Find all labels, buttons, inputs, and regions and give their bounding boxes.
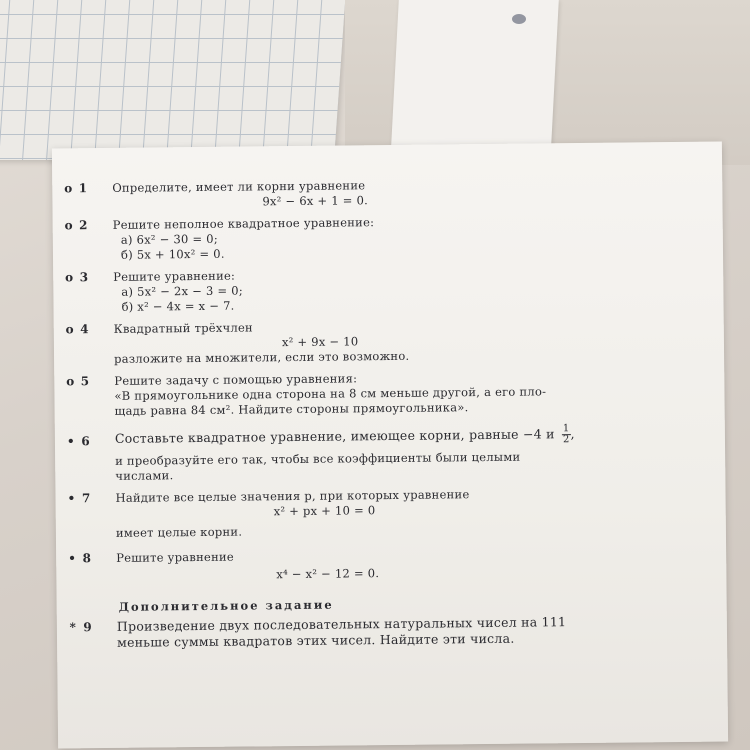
subtask-a: а) 5x² − 2x − 3 = 0; xyxy=(121,283,244,299)
task-marker: • xyxy=(66,434,75,449)
task-number: о 4 xyxy=(65,322,89,337)
task-marker: • xyxy=(67,491,76,506)
task-text: Произведение двух последовательных натуральных чисел на 111 xyxy=(116,614,567,634)
subtask-b: б) x² − 4x = x − 7. xyxy=(121,298,235,314)
task-text: Определите, имеет ли корни уравнение xyxy=(112,178,366,195)
task-marker: о xyxy=(64,218,73,233)
ink-mark xyxy=(512,14,526,24)
task-text: Решите уравнение xyxy=(116,549,235,565)
subtask-b: б) 5x + 10x² = 0. xyxy=(120,246,225,262)
task-text: Решите уравнение: xyxy=(113,268,236,284)
task-number: * 9 xyxy=(67,619,113,635)
task-text: и преобразуйте его так, чтобы все коэффициенты были целыми xyxy=(115,449,521,468)
task-marker: • xyxy=(68,551,77,566)
task-text: Решите задачу с помощью уравнения: xyxy=(114,371,358,388)
task-number: • 7 xyxy=(65,491,111,506)
task-marker: о xyxy=(65,322,74,337)
subtask-a: а) 6x² − 30 = 0; xyxy=(120,231,219,247)
task-text: щадь равна 84 см². Найдите стороны прямоугольника». xyxy=(114,400,469,418)
grid-notebook xyxy=(0,0,346,160)
task-marker: * xyxy=(69,620,77,635)
task-text: Найдите все целые значения p, при которых уравнение xyxy=(115,487,470,505)
task-number: • 8 xyxy=(66,551,112,566)
task-2 xyxy=(64,212,713,263)
task-number: о 2 xyxy=(64,218,88,233)
task-9 xyxy=(69,613,717,651)
task-marker: о xyxy=(64,181,73,196)
worksheet-page xyxy=(52,142,728,749)
task-text: Решите неполное квадратное уравнение: xyxy=(112,215,375,232)
task-marker: о xyxy=(66,374,75,389)
task-number: о 3 xyxy=(65,270,89,285)
task-number: о 5 xyxy=(66,374,90,389)
task-5 xyxy=(66,368,714,419)
equation: x⁴ − x² − 12 = 0. xyxy=(276,566,380,582)
equation: x² + px + 10 = 0 xyxy=(273,503,376,519)
task-text: числами. xyxy=(115,468,174,483)
task-text: Составьте квадратное уравнение, имеющее корни, равные −4 и $\frac{1}{2}$ , xyxy=(114,423,575,446)
task-number: о 1 xyxy=(64,181,88,196)
task-7 xyxy=(67,485,715,541)
task-text-after: имеет целые корни. xyxy=(115,524,243,540)
equation: x² + 9x − 10 xyxy=(281,334,359,350)
task-8 xyxy=(68,545,716,584)
equation: 9x² − 6x + 1 = 0. xyxy=(262,193,369,209)
task-text: меньше суммы квадратов этих чисел. Найдите эти числа. xyxy=(116,630,515,650)
fraction-one-half: $\frac{1}{2}$ xyxy=(562,423,570,446)
task-text: Квадратный трёхчлен xyxy=(113,320,254,336)
task-text: «В прямоугольнике одна сторона на 8 см меньше другой, а его пло- xyxy=(114,384,547,403)
task-marker: о xyxy=(65,270,74,285)
section-title: Дополнительное задание xyxy=(118,597,334,614)
paper-sheet-edge xyxy=(391,0,559,145)
task-6 xyxy=(66,423,716,484)
worksheet-content xyxy=(64,175,717,658)
task-4 xyxy=(65,316,714,367)
task-number: • 6 xyxy=(65,434,111,449)
task-1 xyxy=(64,175,712,211)
task-text-after: разложите на множители, если это возможно. xyxy=(114,348,410,366)
task-3 xyxy=(65,264,713,315)
